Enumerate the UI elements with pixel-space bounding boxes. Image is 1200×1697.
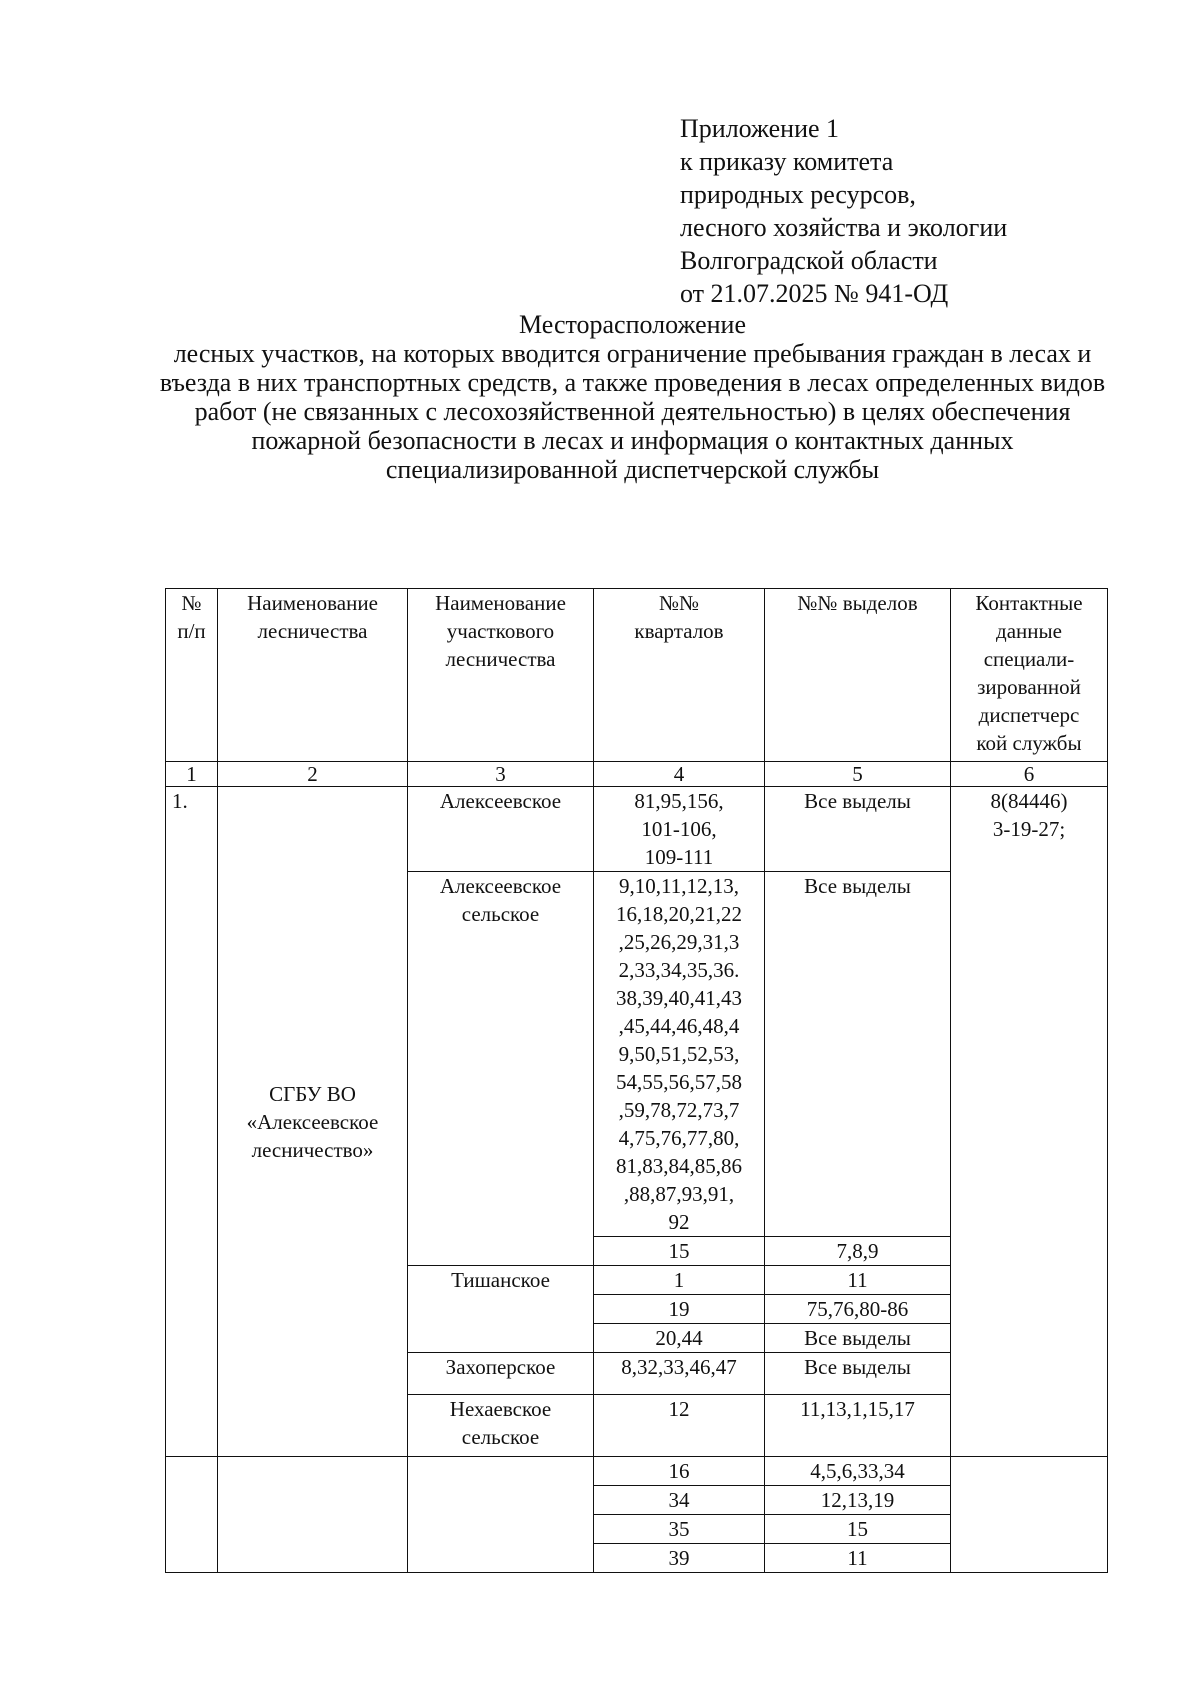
header-cell-contact: Контактные данные специали- зированной диспетчерс кой службы [951, 589, 1108, 762]
column-number: 3 [408, 762, 594, 787]
appendix-line: Приложение 1 [680, 114, 840, 143]
header-cell-num: № п/п [166, 589, 218, 762]
column-number: 2 [218, 762, 408, 787]
quarters-cell: 35 [594, 1515, 765, 1544]
plots-cell: 15 [765, 1515, 951, 1544]
column-number: 6 [951, 762, 1108, 787]
plots-cell: 4,5,6,33,34 [765, 1457, 951, 1486]
plots-cell: 11,13,1,15,17 [765, 1395, 951, 1457]
appendix-line: к приказу комитета [680, 147, 894, 176]
quarters-cell: 20,44 [594, 1324, 765, 1353]
quarters-cell: 16 [594, 1457, 765, 1486]
title-subtitle: лесных участков, на которых вводится ограничение пребывания граждан в лесах и въезда в них транспортных средств, а также проведения в лесах определенных видов работ (не связанных с лесохозяйственной деятельностью) в целях обеспечения пожарной безопасности в лесах и информация о контактных данных специализированной диспетчерской службы [159, 339, 1106, 484]
row-number: 1. [166, 787, 218, 1457]
quarters-cell: 19 [594, 1295, 765, 1324]
empty-cell [951, 1457, 1108, 1573]
table-row [166, 787, 1108, 872]
contact-cell: 8(84446) 3-19-27; [951, 787, 1108, 1457]
header-cell-plots: №№ выделов [765, 589, 951, 762]
district-name: Алексеевское [408, 787, 594, 872]
column-number: 1 [166, 762, 218, 787]
quarters-cell: 81,95,156, 101-106, 109-111 [594, 787, 765, 872]
plots-cell: Все выделы [765, 787, 951, 872]
quarters-cell: 15 [594, 1237, 765, 1266]
plots-cell: 11 [765, 1266, 951, 1295]
district-name: Захоперское [408, 1353, 594, 1395]
forestry-name: СГБУ ВО «Алексеевское лесничество» [218, 787, 408, 1457]
quarters-cell: 1 [594, 1266, 765, 1295]
empty-cell [166, 1457, 218, 1573]
table-header-row [166, 589, 1108, 762]
forest-plots-table [165, 588, 1108, 1573]
plots-cell: Все выделы [765, 1324, 951, 1353]
header-cell-forestry: Наименование лесничества [218, 589, 408, 762]
plots-cell: 12,13,19 [765, 1486, 951, 1515]
plots-cell: Все выделы [765, 872, 951, 1237]
quarters-cell: 39 [594, 1544, 765, 1573]
appendix-block [680, 112, 1007, 310]
district-name: Тишанское [408, 1266, 594, 1353]
appendix-line: от 21.07.2025 № 941-ОД [680, 279, 949, 308]
appendix-line: природных ресурсов, [680, 180, 916, 209]
plots-cell: 75,76,80-86 [765, 1295, 951, 1324]
appendix-line: Волгоградской области [680, 246, 938, 275]
empty-cell [408, 1457, 594, 1573]
column-number: 4 [594, 762, 765, 787]
title-heading: Месторасположение [518, 310, 747, 339]
plots-cell: 11 [765, 1544, 951, 1573]
column-number: 5 [765, 762, 951, 787]
quarters-cell: 12 [594, 1395, 765, 1457]
empty-cell [218, 1457, 408, 1573]
district-name: Алексеевское сельское [408, 872, 594, 1266]
document-title [150, 310, 1115, 484]
quarters-cell: 34 [594, 1486, 765, 1515]
quarters-cell: 8,32,33,46,47 [594, 1353, 765, 1395]
column-number-row [166, 762, 1108, 787]
plots-cell: 7,8,9 [765, 1237, 951, 1266]
table-row [166, 1457, 1108, 1486]
plots-cell: Все выделы [765, 1353, 951, 1395]
quarters-cell: 9,10,11,12,13, 16,18,20,21,22 ,25,26,29,31,3 2,33,34,35,36. 38,39,40,41,43 ,45,44,46,48,4 9,50,51,52,53, 54,55,56,57,58 ,59,78,72,73,7 4,75,76,77,80, 81,83,84,85,86 ,88,87,93,91, 92 [594, 872, 765, 1237]
appendix-line: лесного хозяйства и экологии [680, 213, 1008, 242]
header-cell-district: Наименование участкового лесничества [408, 589, 594, 762]
district-name: Нехаевское сельское [408, 1395, 594, 1457]
header-cell-quarters: №№ кварталов [594, 589, 765, 762]
